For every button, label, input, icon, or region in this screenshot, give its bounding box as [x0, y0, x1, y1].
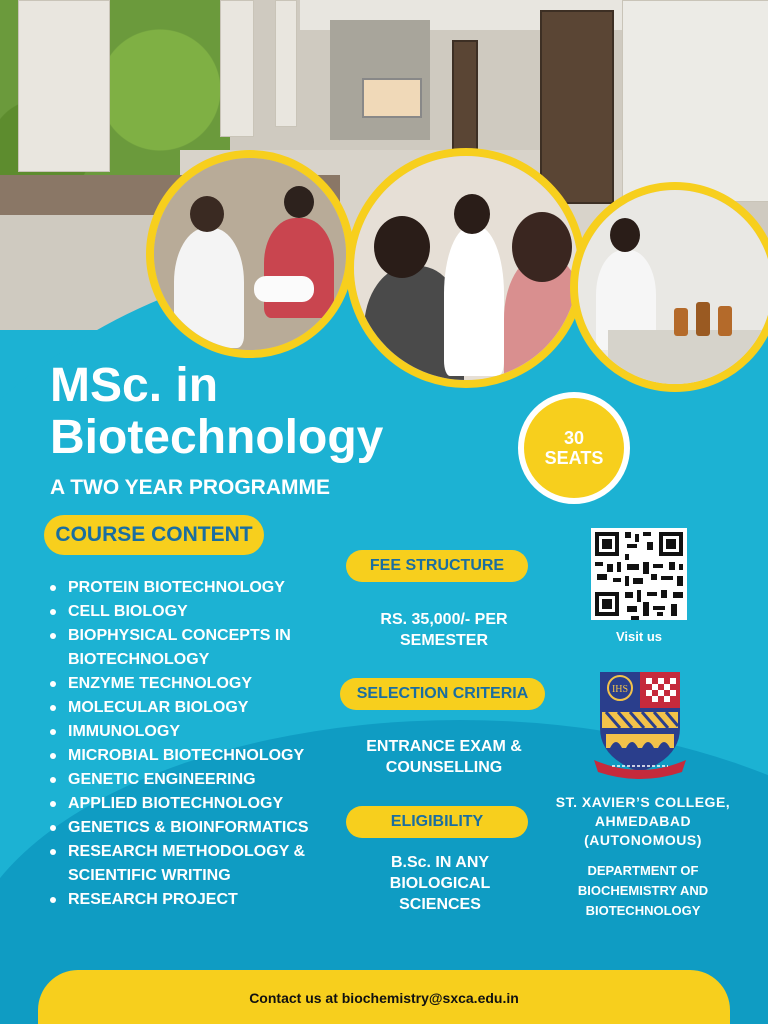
- list-item: MICROBIAL BIOTECHNOLOGY: [48, 744, 338, 768]
- list-item: MOLECULAR BIOLOGY: [48, 696, 338, 720]
- qr-code-icon[interactable]: [591, 528, 687, 620]
- college-name: ST. XAVIER’S COLLEGE, AHMEDABAD (AUTONOMOUS): [555, 794, 731, 848]
- seats-label: SEATS: [544, 448, 604, 468]
- seats-number: 30: [563, 428, 585, 448]
- list-item: APPLIED BIOTECHNOLOGY: [48, 792, 338, 816]
- list-item: IMMUNOLOGY: [48, 720, 338, 744]
- course-list: [48, 576, 338, 912]
- page-title: MSc. in Biotechnology: [50, 359, 384, 464]
- college-crest-icon: [592, 668, 688, 780]
- svg-text:IHS: IHS: [611, 684, 629, 695]
- list-item: GENETIC ENGINEERING: [48, 768, 338, 792]
- course-content-heading: COURSE CONTENT: [44, 515, 264, 555]
- department-name: DEPARTMENT OF BIOCHEMISTRY AND BIOTECHNOLOGY: [577, 863, 709, 918]
- visit-us-caption: Visit us: [615, 629, 662, 644]
- eligibility-heading: ELIGIBILITY: [346, 806, 528, 838]
- lab-photo-1: [146, 150, 354, 358]
- list-item: GENETICS & BIOINFORMATICS: [48, 816, 338, 840]
- list-item: PROTEIN BIOTECHNOLOGY: [48, 576, 338, 600]
- fee-value: RS. 35,000/- PER SEMESTER: [380, 611, 508, 649]
- selection-criteria-heading: SELECTION CRITERIA: [340, 678, 545, 710]
- lab-photo-2: [346, 148, 586, 388]
- list-item: RESEARCH METHODOLOGY & SCIENTIFIC WRITING: [48, 840, 338, 888]
- list-item: RESEARCH PROJECT: [48, 888, 338, 912]
- eligibility-value: B.Sc. IN ANY BIOLOGICAL SCIENCES: [389, 854, 491, 913]
- list-item: CELL BIOLOGY: [48, 600, 338, 624]
- fee-structure-heading: FEE STRUCTURE: [346, 550, 528, 582]
- programme-subtitle: A TWO YEAR PROGRAMME: [50, 476, 331, 499]
- contact-email[interactable]: Contact us at biochemistry@sxca.edu.in: [249, 990, 519, 1006]
- list-item: ENZYME TECHNOLOGY: [48, 672, 338, 696]
- selection-value: ENTRANCE EXAM & COUNSELLING: [366, 738, 522, 776]
- seats-badge: [518, 392, 630, 504]
- list-item: BIOPHYSICAL CONCEPTS IN BIOTECHNOLOGY: [48, 624, 338, 672]
- lab-photo-3: [570, 182, 768, 392]
